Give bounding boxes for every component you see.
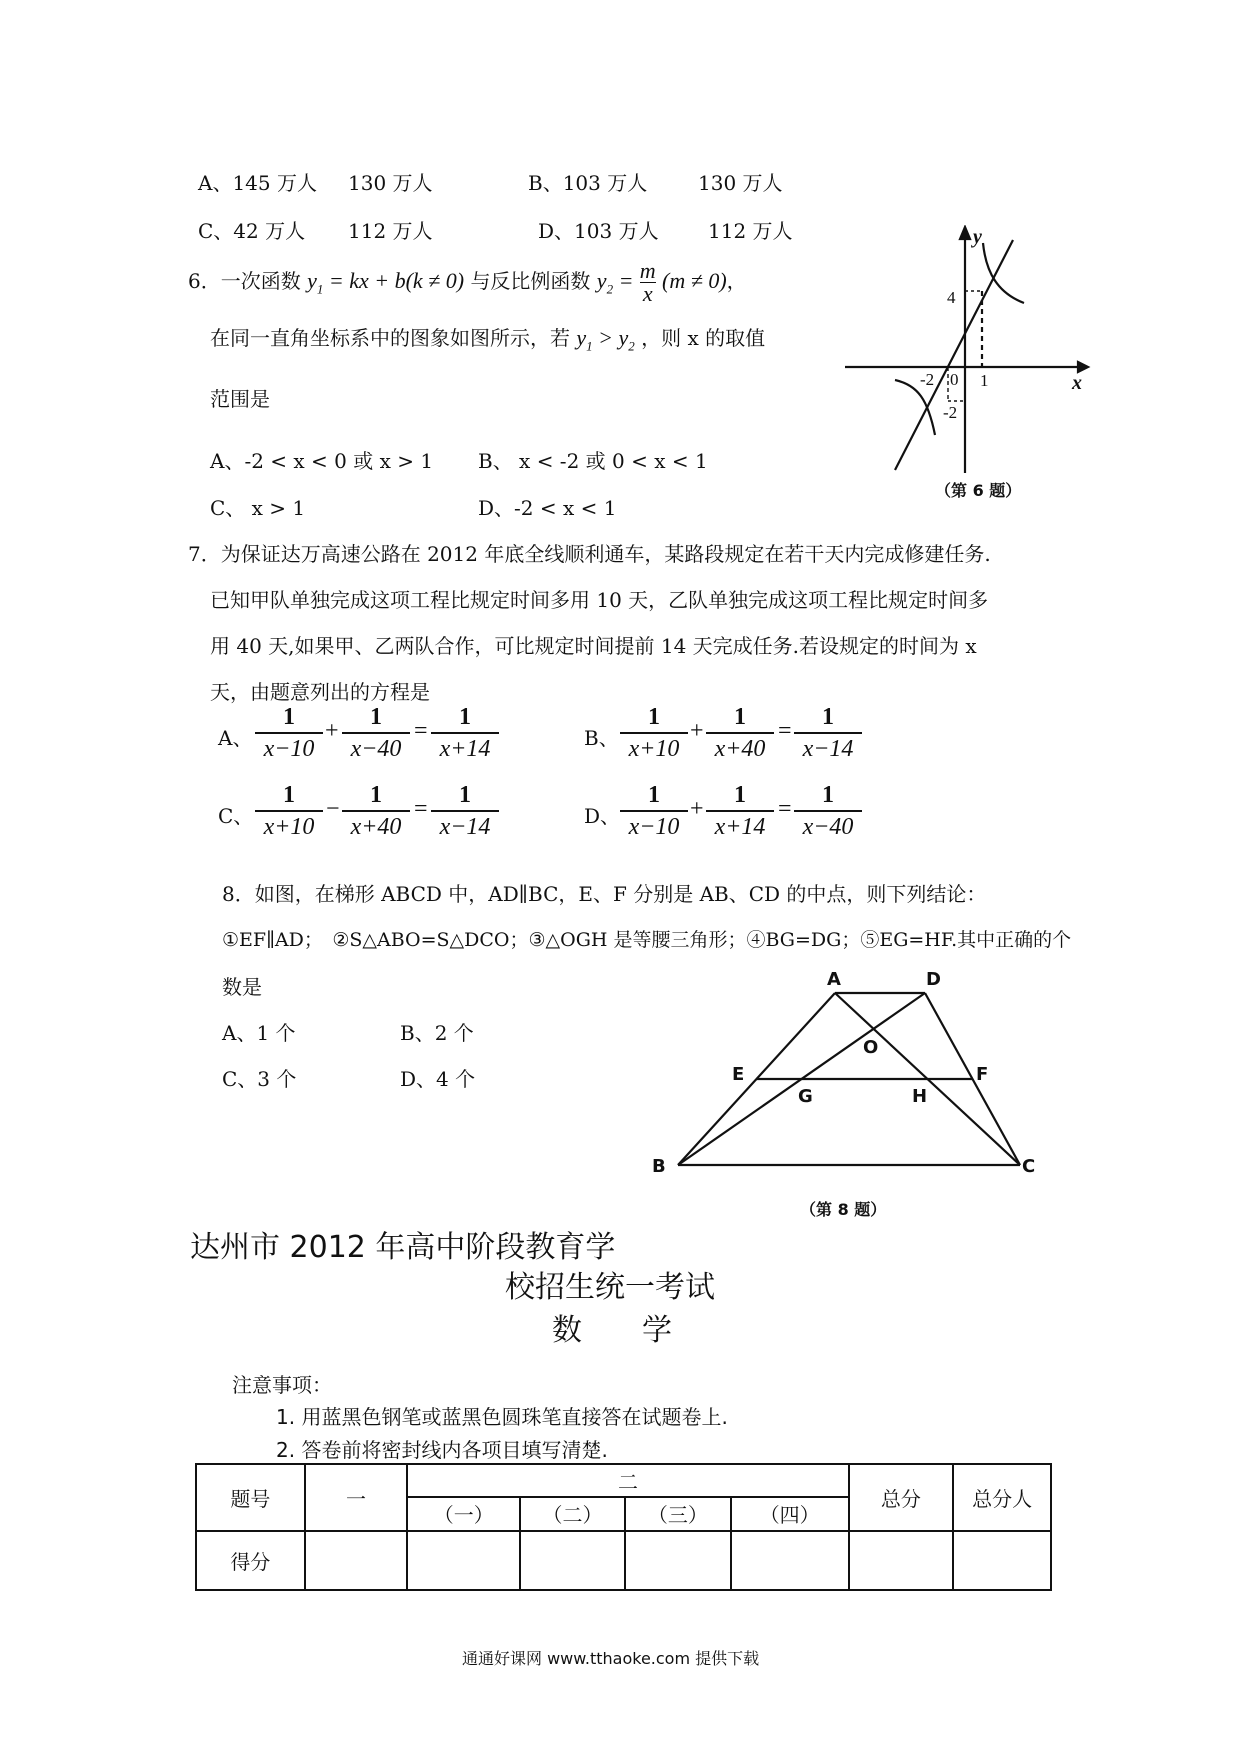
notes-item-2: 2. 答卷前将密封线内各项目填写清楚.: [276, 1438, 608, 1462]
notes-title: 注意事项：: [232, 1373, 332, 1397]
score-table: [195, 1463, 1052, 1591]
header-sub-3: （三）: [625, 1497, 731, 1532]
q6-option-d: D、-2 < x < 1: [478, 496, 617, 520]
q7-option-a-label: A、: [218, 726, 253, 750]
exam-title-line2: 校招生统一考试: [505, 1270, 715, 1305]
q7-d-frac2: 1 x+14: [706, 782, 774, 840]
q7-d-frac1: 1 x−10: [620, 782, 688, 840]
q7-a-eq: =: [414, 718, 428, 744]
q5-option-b-value2: 130 万人: [698, 171, 783, 195]
vertex-d-label: D: [926, 969, 941, 990]
q6-option-c: C、 x > 1: [210, 496, 306, 520]
linear-function-line: [895, 240, 1013, 470]
q5-option-c: C、42 万人: [198, 219, 306, 243]
page-footer: 通通好课网 www.tthaoke.com 提供下载: [462, 1649, 760, 1668]
q7-c-op1: −: [326, 796, 340, 822]
score-cell: [520, 1531, 625, 1590]
header-sub-1: （一）: [407, 1497, 520, 1532]
header-part-2: 二: [407, 1464, 848, 1497]
tick-0: 0: [950, 370, 959, 389]
score-cell: [407, 1531, 520, 1590]
q7-a-frac1: 1 x−10: [255, 704, 323, 762]
q7-d-op1: +: [690, 796, 704, 822]
q5-option-d: D、103 万人: [538, 219, 659, 243]
score-cell: [305, 1531, 408, 1590]
x-axis-label: x: [1072, 372, 1082, 394]
q7-option-b-label: B、: [584, 726, 619, 750]
q6-figure-caption: （第 6 题）: [935, 481, 1022, 500]
q6-line2-text: 在同一直角坐标系中的图象如图所示，若: [210, 326, 570, 350]
row-defen-label: 得分: [196, 1531, 305, 1590]
q6-line2-end: ，则 x 的取值: [641, 326, 766, 350]
q7-a-op1: +: [325, 718, 339, 744]
q7-a-frac2: 1 x−40: [342, 704, 410, 762]
q7-d-eq: =: [778, 796, 792, 822]
q7-line2: 已知甲队单独完成这项工程比规定时间多用 10 天，乙队单独完成这项工程比规定时间多: [210, 588, 989, 612]
q7-b-op1: +: [690, 718, 704, 744]
vertex-c-label: C: [1022, 1156, 1036, 1177]
q8-line2: ①EF∥AD； ②S△ABO=S△DCO；③△OGH 是等腰三角形；④BG=DG；⑤EG=HF.其中正确的个: [222, 929, 1072, 951]
q8-trapezoid-figure: [650, 965, 1050, 1185]
q6-graph-figure: [840, 225, 1100, 500]
q6-line2: 在同一直角坐标系中的图象如图所示，若 $y_1 > y_2$ ，则 x 的取值: [210, 325, 766, 354]
y-axis-arrow: [960, 227, 970, 239]
header-total: 总分: [849, 1464, 954, 1531]
hyperbola-branch-upper: [983, 243, 1024, 303]
q8-option-c: C、3 个: [222, 1067, 297, 1091]
header-tihao: 题号: [196, 1464, 305, 1531]
point-f-label: F: [976, 1064, 989, 1085]
tick-minus2-x: -2: [920, 370, 935, 389]
q7-c-frac3: 1 x−14: [431, 782, 499, 840]
tick-4: 4: [947, 288, 956, 307]
q7-b-frac3: 1 x−14: [794, 704, 862, 762]
q6-option-b: B、 x < -2 或 0 < x < 1: [478, 449, 708, 473]
q7-line1: 7．为保证达万高速公路在 2012 年底全线顺利通车，某路段规定在若干天内完成修建任务.: [188, 542, 991, 566]
q8-figure-caption: （第 8 题）: [800, 1200, 887, 1219]
q8-option-d: D、4 个: [400, 1067, 476, 1091]
q8-option-b: B、2 个: [400, 1021, 474, 1045]
q7-line4: 天，由题意列出的方程是: [210, 680, 430, 704]
point-e-label: E: [732, 1064, 745, 1085]
q5-option-a: A、145 万人: [198, 171, 317, 195]
q8-line3: 数是: [222, 975, 262, 999]
point-h-label: H: [912, 1086, 928, 1107]
q7-d-frac3: 1 x−40: [794, 782, 862, 840]
y-axis-label: y: [973, 226, 982, 248]
notes-item-1: 1. 用蓝黑色钢笔或蓝黑色圆珠笔直接答在试题卷上.: [276, 1405, 728, 1429]
vertex-a-label: A: [827, 969, 841, 990]
q5-option-c-value2: 112 万人: [348, 219, 433, 243]
q6-stem-mid: 与反比例函数: [470, 269, 591, 293]
header-scorer: 总分人: [953, 1464, 1051, 1531]
point-o-label: O: [863, 1037, 879, 1058]
header-part-1: 一: [305, 1464, 408, 1531]
score-cell: [849, 1531, 954, 1590]
x-axis-arrow: [1078, 362, 1088, 372]
q7-b-eq: =: [778, 718, 792, 744]
header-sub-4: （四）: [731, 1497, 849, 1532]
point-g-label: G: [798, 1086, 813, 1107]
q6-stem: 6．一次函数 $y_1$ = kx + b(k ≠ 0) 与反比例函数 $y_2$ = $\frac{m}{x}$ (m ≠ 0)，: [188, 258, 747, 306]
q7-option-d-label: D、: [584, 804, 621, 828]
q6-line3: 范围是: [210, 387, 270, 411]
q7-b-frac2: 1 x+40: [706, 704, 774, 762]
q5-option-a-value2: 130 万人: [348, 171, 433, 195]
vertex-b-label: B: [652, 1156, 666, 1177]
q7-b-frac1: 1 x+10: [620, 704, 688, 762]
q7-c-eq: =: [414, 796, 428, 822]
exam-subject: 数 学: [552, 1313, 672, 1348]
score-cell: [953, 1531, 1051, 1590]
q6-stem-lead: 6．一次函数: [188, 269, 301, 293]
q5-option-d-value2: 112 万人: [708, 219, 793, 243]
q5-option-b: B、103 万人: [528, 171, 648, 195]
header-sub-2: （二）: [520, 1497, 625, 1532]
score-cell: [731, 1531, 849, 1590]
tick-minus2-y: -2: [943, 403, 958, 422]
tick-1: 1: [980, 371, 989, 390]
q8-line1: 8．如图，在梯形 ABCD 中，AD∥BC，E、F 分别是 AB、CD 的中点，则下列结论：: [222, 882, 987, 906]
score-cell: [625, 1531, 731, 1590]
q7-option-c-label: C、: [218, 804, 254, 828]
q7-c-frac2: 1 x+40: [342, 782, 410, 840]
q7-line3: 用 40 天,如果甲、乙两队合作，可比规定时间提前 14 天完成任务.若设规定的时间为 x: [210, 634, 977, 658]
q6-option-a: A、-2 < x < 0 或 x > 1: [210, 449, 434, 473]
q7-c-frac1: 1 x+10: [255, 782, 323, 840]
q8-option-a: A、1 个: [222, 1021, 296, 1045]
exam-title-line1: 达州市 2012 年高中阶段教育学: [190, 1230, 616, 1265]
q7-a-frac3: 1 x+14: [431, 704, 499, 762]
